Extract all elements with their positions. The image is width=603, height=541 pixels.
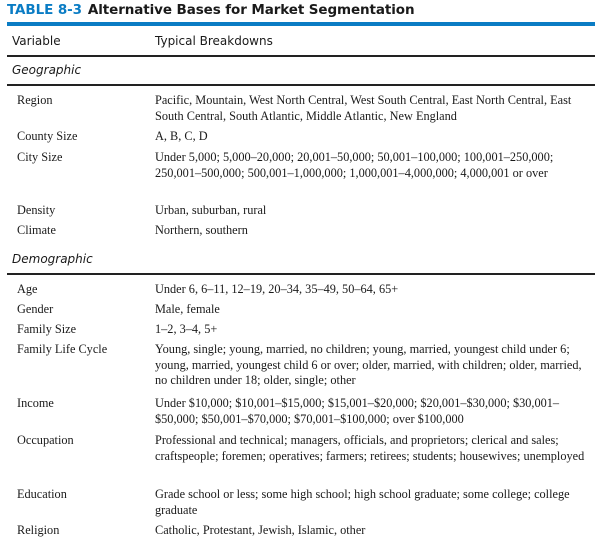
row-value: Northern, southern <box>155 223 248 237</box>
row-value: Grade school or less; some high school; high school graduate; some college; college graduate <box>155 487 570 517</box>
section-divider-demographic <box>7 273 595 275</box>
header-divider <box>7 55 595 57</box>
row-value: Catholic, Protestant, Jewish, Islamic, other <box>155 523 366 537</box>
row-value: Under $10,000; $10,001–$15,000; $15,001–$20,000; $20,001–$30,000; $30,001–$50,000; $50,001–$70,000; $70,001–$100,000; over $100,000 <box>155 396 560 426</box>
section-heading-geographic: Geographic <box>12 63 82 77</box>
row-value: Under 6, 6–11, 12–19, 20–34, 35–49, 50–64, 65+ <box>155 282 399 296</box>
row-value: 1–2, 3–4, 5+ <box>155 322 218 336</box>
row-variable: Family Size <box>17 322 77 336</box>
table-number: TABLE 8-3 <box>7 2 82 18</box>
row-variable: Gender <box>17 302 54 316</box>
row-variable: City Size <box>17 150 63 164</box>
row-value: A, B, C, D <box>155 129 208 143</box>
row-variable: Family Life Cycle <box>17 342 108 356</box>
section-heading-demographic: Demographic <box>12 252 93 266</box>
row-variable: County Size <box>17 129 78 143</box>
row-variable: Religion <box>17 523 60 537</box>
table-title <box>7 2 415 18</box>
row-value: Urban, suburban, rural <box>155 203 267 217</box>
row-variable: Education <box>17 487 67 501</box>
table-title-text: Alternative Bases for Market Segmentation <box>87 2 415 18</box>
column-header-breakdowns: Typical Breakdowns <box>155 34 273 48</box>
row-value: Young, single; young, married, no children; young, married, youngest child under 6; young, married, youngest child 6 or over; older, married, with children; older, married, no children under 18; older, single; other <box>155 342 582 387</box>
row-value: Male, female <box>155 302 220 316</box>
row-variable: Age <box>17 282 38 296</box>
row-variable: Region <box>17 93 53 107</box>
title-accent-rule <box>7 22 595 26</box>
row-variable: Climate <box>17 223 56 237</box>
row-variable: Density <box>17 203 56 217</box>
row-variable: Income <box>17 396 54 410</box>
row-variable: Occupation <box>17 433 74 447</box>
column-header-variable: Variable <box>12 34 61 48</box>
row-value: Pacific, Mountain, West North Central, West South Central, East North Central, East South Central, South Atlantic, Middle Atlantic, New England <box>155 93 572 123</box>
row-value: Professional and technical; managers, officials, and proprietors; clerical and sales; craftspeople; foremen; operatives; farmers; retirees; students; housewives; unemployed <box>155 433 585 463</box>
section-divider-geographic <box>7 84 595 86</box>
row-value: Under 5,000; 5,000–20,000; 20,001–50,000; 50,001–100,000; 100,001–250,000; 250,001–500,000; 500,001–1,000,000; 1,000,001–4,000,000; 4,000,001 or over <box>155 150 554 180</box>
